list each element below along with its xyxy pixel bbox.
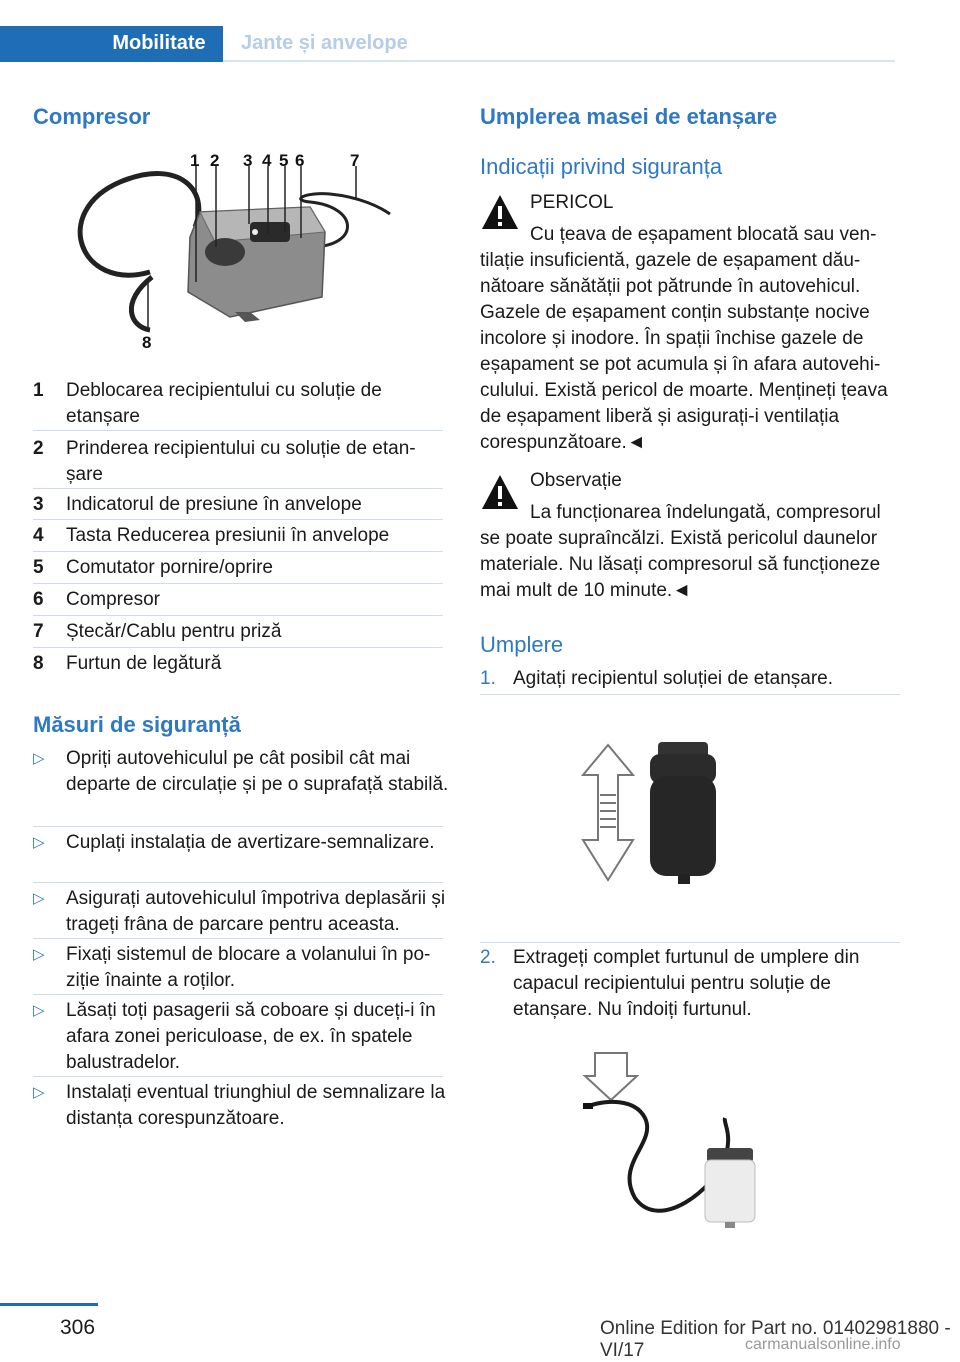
- tab-jante-anvelope[interactable]: Jante și anvelope: [241, 32, 408, 54]
- figure-label-1: 1: [190, 152, 200, 170]
- safety-notes-subtitle: Indicații privind siguranța: [480, 154, 723, 179]
- danger-text: Cu țeava de eșapament blocată sau ventilație insuficientă, gazele de eșapament dăunătoare sănătății pot pătrunde în autovehicul. Gazele de eșapament conțin substanțe nocive incolore și inodore. În spații închise gazele de eșapament se pot acumula și în afara autovehiculului. Există pericol de moarte. Mențineți țeava de eșapament liberă și asigurați-i ventilația corespunzătoare.◄: [480, 224, 888, 453]
- triangle-bullet-icon: ▷: [33, 750, 45, 767]
- triangle-bullet-icon: ▷: [33, 946, 45, 963]
- danger-label: PERICOL: [530, 192, 614, 213]
- divider: [33, 1076, 443, 1077]
- figure-label-5: 5: [279, 152, 289, 170]
- divider: [33, 647, 443, 648]
- compressor-title: Compresor: [33, 104, 151, 129]
- triangle-bullet-icon: ▷: [33, 890, 45, 907]
- divider: [33, 882, 443, 883]
- divider: [33, 826, 443, 827]
- figure-label-3: 3: [243, 152, 253, 170]
- extract-hose-illustration: [575, 1048, 775, 1238]
- header-rule: [223, 60, 895, 62]
- watermark: carmanualsonline.info: [745, 1336, 901, 1353]
- divider: [33, 551, 443, 552]
- edition-info: Online Edition for Part no. 01402981880 - VI/17: [600, 1318, 951, 1361]
- divider: [480, 942, 900, 943]
- divider: [33, 938, 443, 939]
- divider: [33, 615, 443, 616]
- figure-label-6: 6: [295, 152, 305, 170]
- compressor-illustration: [60, 152, 400, 352]
- divider: [33, 430, 443, 431]
- figure-label-7: 7: [350, 152, 360, 170]
- note-text: La funcționarea îndelungată, compresorul se poate supraîncălzi. Există pericolul daunelor materiale. Nu lăsați compresorul să funcționeze mai mult de 10 minute.◄: [480, 502, 881, 601]
- figure-label-8: 8: [142, 333, 152, 352]
- figure-label-2: 2: [210, 152, 220, 170]
- divider: [33, 488, 443, 489]
- triangle-bullet-icon: ▷: [33, 1084, 45, 1101]
- fill-subtitle: Umplere: [480, 632, 564, 657]
- triangle-bullet-icon: ▷: [33, 1002, 45, 1019]
- footer-rule: [0, 1303, 98, 1306]
- safety-measures-title: Măsuri de siguranță: [33, 712, 241, 737]
- divider: [33, 519, 443, 520]
- divider: [33, 994, 443, 995]
- divider: [480, 694, 900, 695]
- divider: [33, 583, 443, 584]
- figure-label-4: 4: [262, 152, 272, 170]
- page-number: 306: [60, 1316, 96, 1339]
- note-label: Observație: [530, 470, 622, 491]
- shake-bottle-illustration: [580, 740, 780, 890]
- fill-sealant-title: Umplerea masei de etanșare: [480, 104, 778, 129]
- tab-mobilitate[interactable]: Mobilitate: [0, 26, 223, 62]
- triangle-bullet-icon: ▷: [33, 834, 45, 851]
